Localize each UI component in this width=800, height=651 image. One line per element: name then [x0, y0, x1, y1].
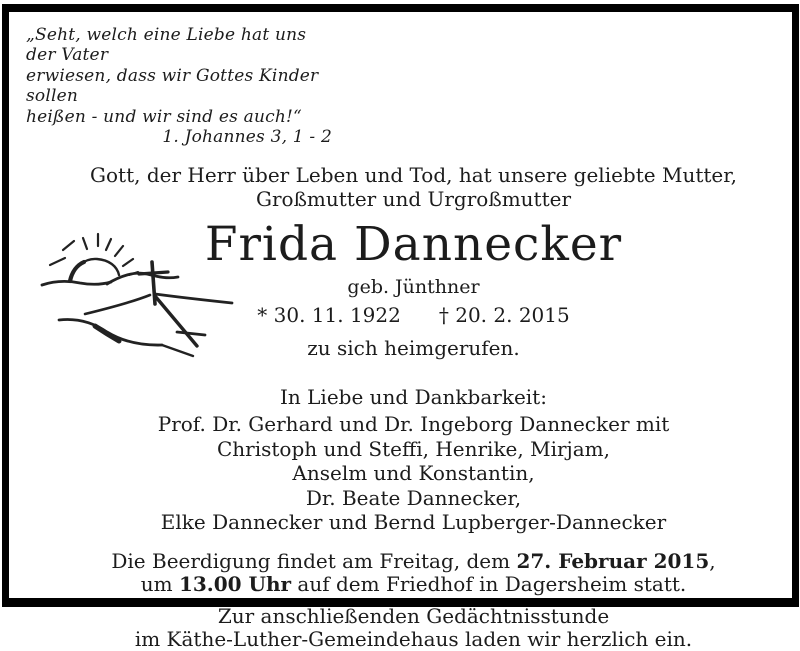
funeral-text: auf dem Friedhof in Dagersheim statt. [291, 572, 687, 597]
mourner-line: Dr. Beate Dannecker, [305, 485, 522, 510]
funeral-date: 27. Februar 2015 [516, 549, 710, 574]
mourner-line: Anselm und Konstantin, [292, 461, 535, 486]
deceased-name: Frida Dannecker [204, 217, 623, 273]
mourner-line: Elke Dannecker und Bernd Lupberger-Dannecker [160, 510, 667, 535]
memorial-line: im Käthe-Luther-Gemeindehaus laden wir herzlich ein. [134, 627, 693, 651]
mourning-intro: In Liebe und Dankbarkeit: [280, 385, 547, 410]
memorial-line: Zur anschließenden Gedächtnisstunde [217, 604, 610, 629]
memorial-announcement [35, 605, 792, 651]
obituary-content [9, 12, 792, 651]
funeral-line [35, 550, 792, 573]
birth-date: * 30. 11. 1922 [257, 303, 401, 328]
funeral-text: , [709, 549, 716, 574]
intro-line: Großmutter und Urgroßmutter [255, 186, 572, 211]
bible-quote-line: „Seht, welch eine Liebe hat uns der Vater [26, 25, 307, 66]
bible-quote-line: erwiesen, dass wir Gottes Kinder sollen [26, 65, 319, 107]
intro-text [35, 164, 792, 211]
bible-quote-attribution: 1. Johannes 3, 1 - 2 [162, 126, 332, 147]
funeral-time: 13.00 Uhr [178, 572, 292, 597]
funeral-text: Die Beerdigung findet am Freitag, dem [111, 549, 517, 574]
mourners-list [35, 412, 792, 534]
mourner-line: Prof. Dr. Gerhard und Dr. Ingeborg Dannecker mit [157, 412, 670, 437]
clipping-border [2, 4, 799, 651]
funeral-line [35, 573, 792, 596]
bible-quote-line: heißen - und wir sind es auch!“ [26, 106, 302, 127]
sunrise-cross-icon [35, 214, 247, 362]
maiden-name: geb. Jünthner [347, 276, 480, 299]
funeral-announcement [35, 550, 792, 596]
death-date: † 20. 2. 2015 [438, 303, 570, 328]
bible-quote [26, 25, 334, 147]
called-home-text: zu sich heimgerufen. [307, 336, 520, 361]
intro-line: Gott, der Herr über Leben und Tod, hat unsere geliebte Mutter, [90, 163, 737, 188]
mourner-line: Christoph und Steffi, Henrike, Mirjam, [216, 436, 610, 461]
funeral-text: um [140, 572, 179, 597]
